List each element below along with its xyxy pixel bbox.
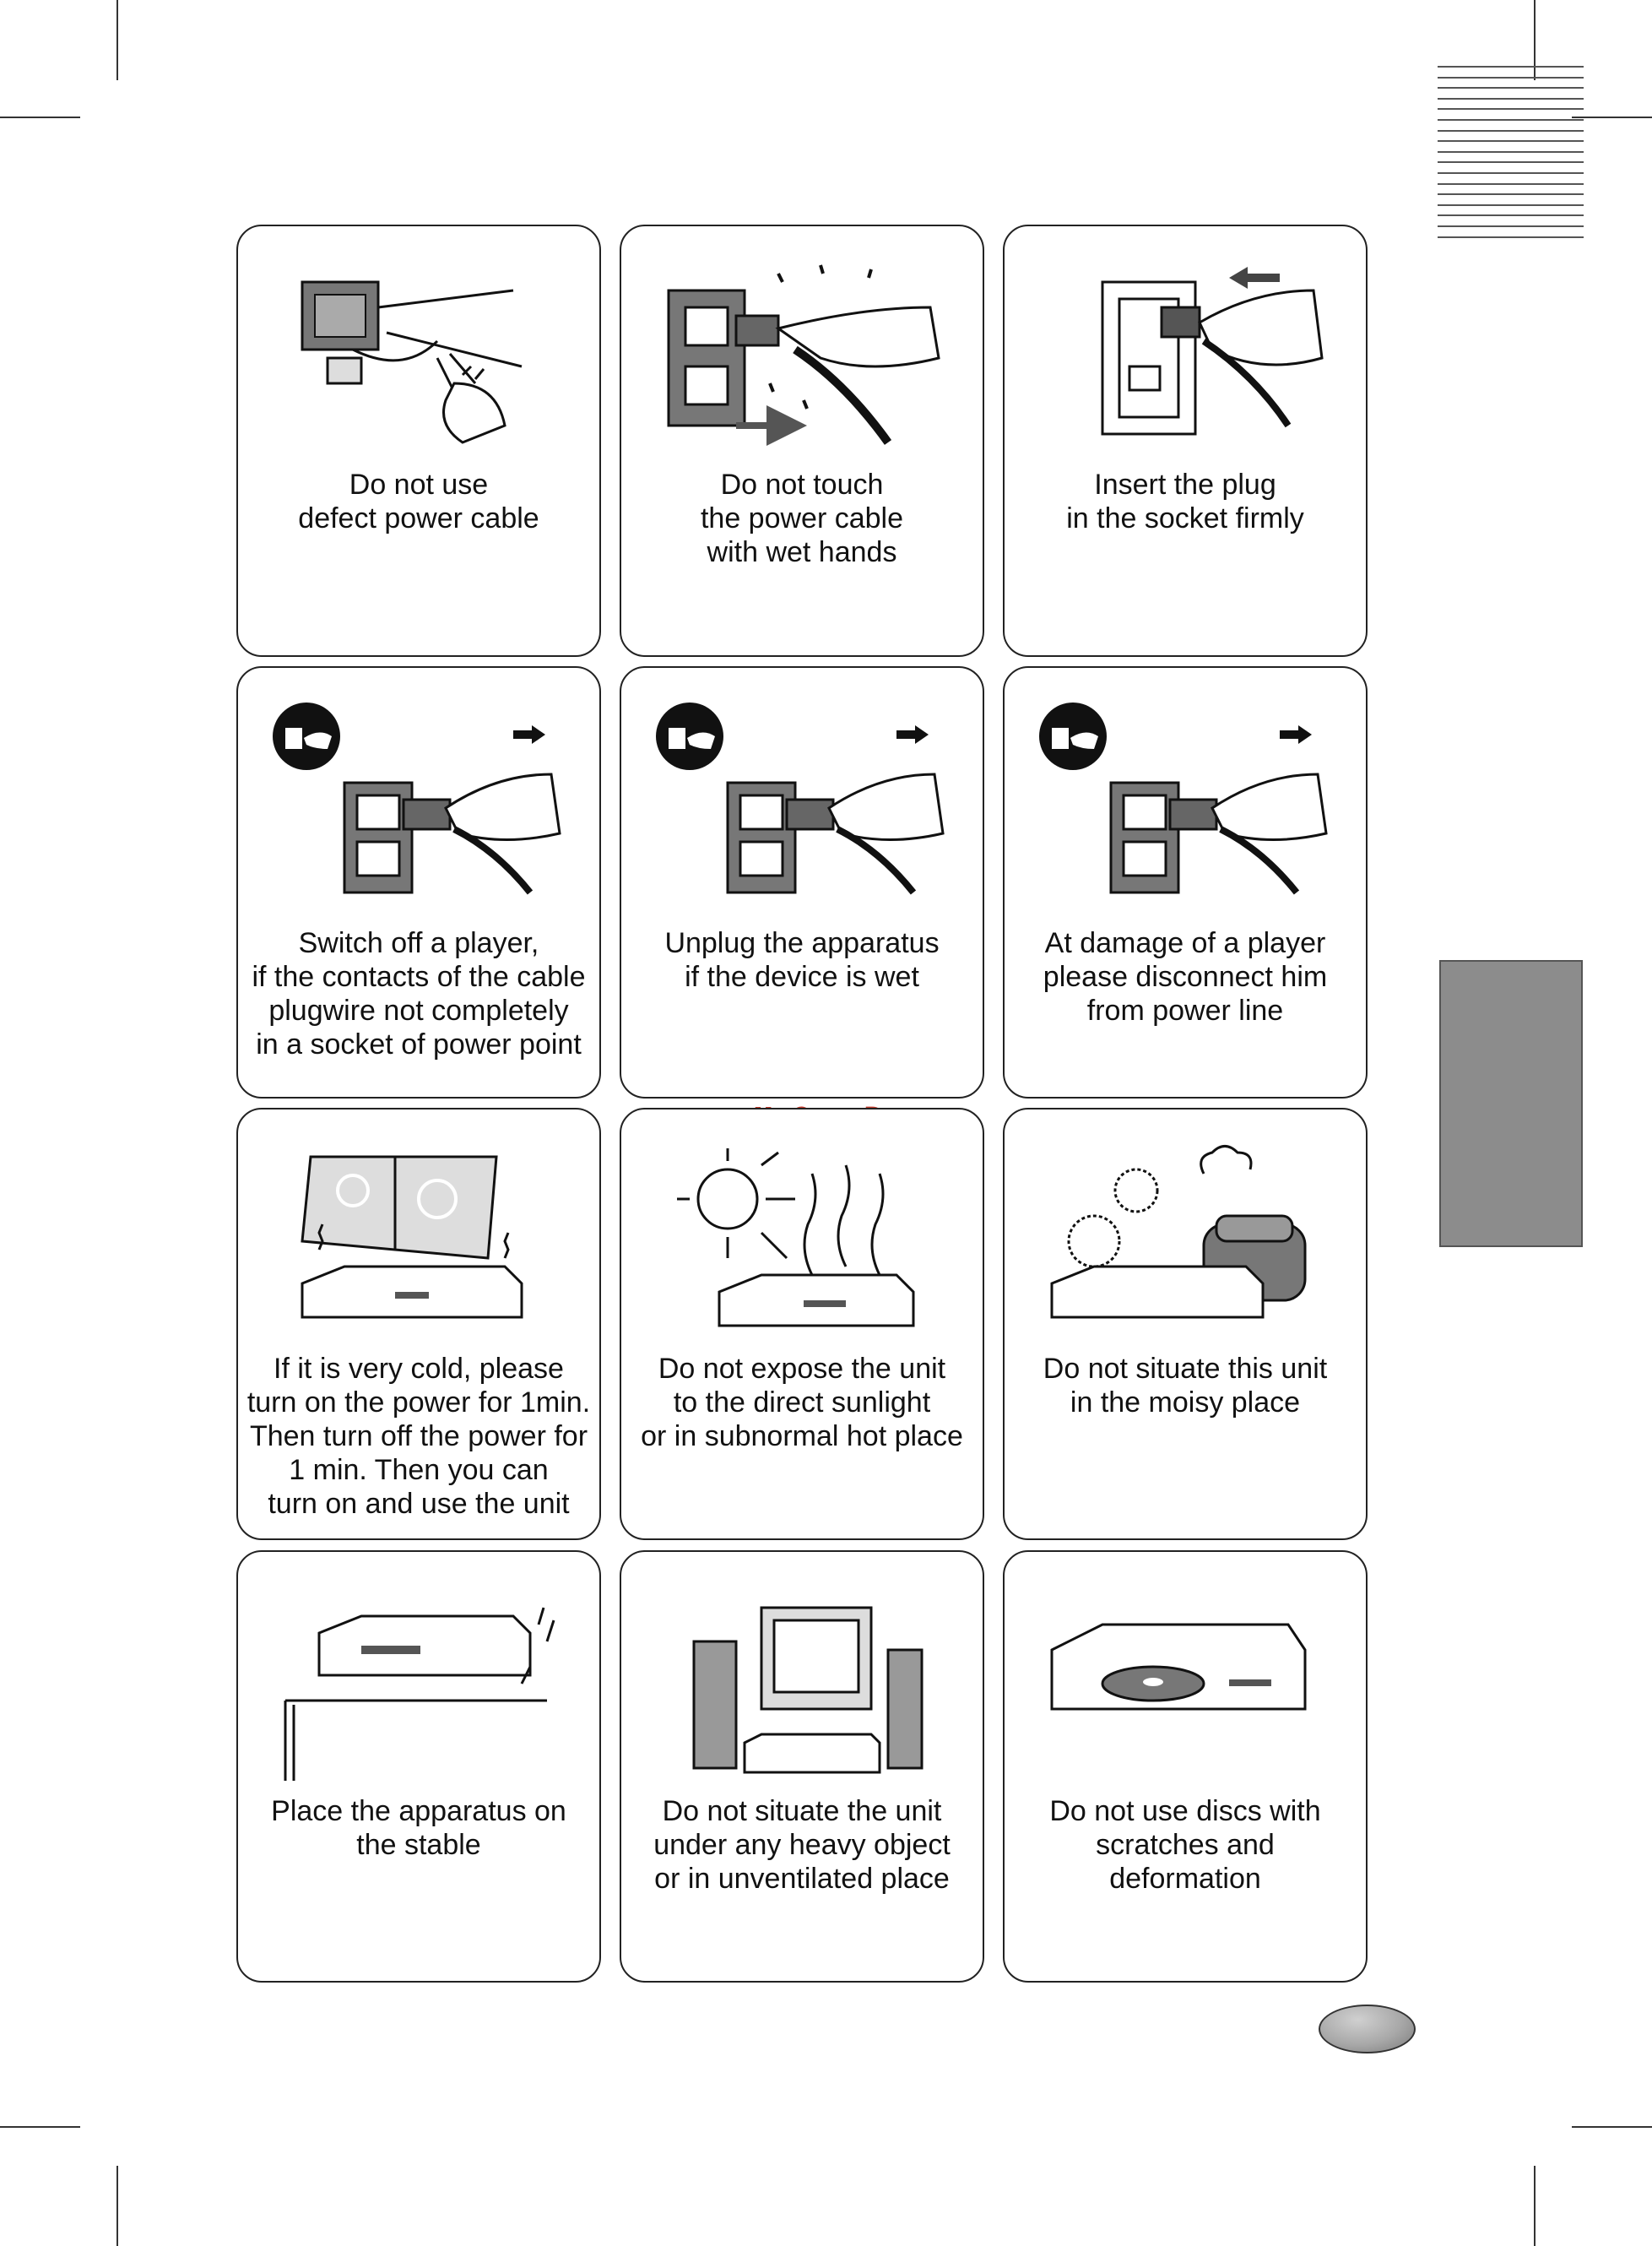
- caption-line: If it is very cold, please: [274, 1353, 564, 1385]
- unplug-icon: [652, 698, 956, 901]
- caption-line: defect power cable: [298, 502, 539, 534]
- caption-line: with wet hands: [707, 536, 897, 568]
- caption-line: please disconnect him: [1043, 961, 1328, 993]
- safety-card: [1003, 1108, 1368, 1540]
- crop-mark: [0, 2126, 80, 2128]
- safety-card: [620, 1550, 984, 1983]
- sun-heat-icon: [652, 1140, 956, 1343]
- caption-line: Do not use discs with: [1049, 1795, 1321, 1827]
- safety-card: [1003, 1550, 1368, 1983]
- caption-line: Do not expose the unit: [658, 1353, 946, 1385]
- safety-card: [1003, 666, 1368, 1099]
- crop-mark: [0, 117, 80, 118]
- crop-mark: [1534, 2166, 1536, 2246]
- caption-line: if the device is wet: [685, 961, 919, 993]
- safety-caption: [1005, 1352, 1366, 1419]
- unplug-icon: [268, 698, 572, 901]
- crop-mark: [116, 2166, 118, 2246]
- caption-line: in a socket of power point: [256, 1028, 582, 1061]
- safety-card: [1003, 225, 1368, 657]
- safety-caption: [238, 1352, 599, 1521]
- crop-mark: [116, 0, 118, 80]
- safety-card: [236, 1550, 601, 1983]
- heavy-object-icon: [652, 1582, 956, 1785]
- section-stripes: [1438, 66, 1584, 247]
- caption-line: or in unventilated place: [654, 1863, 950, 1895]
- stable-table-icon: [268, 1582, 572, 1785]
- safety-card: [236, 1108, 601, 1540]
- caption-line: Place the apparatus on: [271, 1795, 566, 1827]
- caption-line: Do not touch: [720, 469, 884, 501]
- caption-line: deformation: [1109, 1863, 1261, 1895]
- safety-card: [620, 666, 984, 1099]
- safety-caption: [621, 1352, 983, 1453]
- safety-caption: [621, 468, 983, 569]
- caption-line: Switch off a player,: [298, 927, 539, 959]
- unplug-icon: [1035, 698, 1339, 901]
- chapter-tab: [1439, 960, 1583, 1247]
- defect-cable-icon: [268, 257, 572, 459]
- caption-line: Do not use: [349, 469, 489, 501]
- safety-card: [620, 1108, 984, 1540]
- safety-caption: [1005, 1794, 1366, 1896]
- caption-line: from power line: [1086, 995, 1284, 1027]
- caption-line: in the socket firmly: [1066, 502, 1304, 534]
- crop-mark: [1572, 2126, 1652, 2128]
- safety-caption: [621, 1794, 983, 1896]
- page-number-oval: [1319, 2005, 1416, 2053]
- caption-line: under any heavy object: [653, 1829, 951, 1861]
- caption-line: scratches and: [1096, 1829, 1275, 1861]
- safety-caption: [1005, 468, 1366, 535]
- caption-line: Insert the plug: [1094, 469, 1276, 501]
- caption-line: Unplug the apparatus: [664, 927, 940, 959]
- caption-line: Do not situate the unit: [662, 1795, 942, 1827]
- caption-line: Then turn off the power for: [249, 1420, 588, 1452]
- caption-line: At damage of a player: [1044, 927, 1326, 959]
- insert-plug-icon: [1035, 257, 1339, 459]
- safety-caption: [1005, 926, 1366, 1028]
- safety-caption: [238, 926, 599, 1061]
- caption-line: the power cable: [700, 502, 904, 534]
- caption-line: turn on and use the unit: [268, 1488, 570, 1520]
- safety-caption: [238, 468, 599, 535]
- safety-caption: [238, 1794, 599, 1862]
- safety-card: [620, 225, 984, 657]
- cold-window-icon: [268, 1140, 572, 1343]
- caption-line: plugwire not completely: [268, 995, 569, 1027]
- safety-caption: [621, 926, 983, 994]
- caption-line: or in subnormal hot place: [641, 1420, 963, 1452]
- caption-line: to the direct sunlight: [673, 1386, 931, 1419]
- caption-line: if the contacts of the cable: [252, 961, 586, 993]
- crop-mark: [1572, 117, 1652, 118]
- caption-line: in the moisy place: [1070, 1386, 1301, 1419]
- damaged-disc-icon: [1035, 1582, 1339, 1785]
- safety-card: [236, 666, 601, 1099]
- humidifier-icon: [1035, 1140, 1339, 1343]
- wet-hands-icon: [652, 257, 956, 459]
- caption-line: Do not situate this unit: [1043, 1353, 1328, 1385]
- safety-card: [236, 225, 601, 657]
- caption-line: the stable: [356, 1829, 481, 1861]
- caption-line: turn on the power for 1min.: [246, 1386, 591, 1419]
- caption-line: 1 min. Then you can: [289, 1454, 549, 1486]
